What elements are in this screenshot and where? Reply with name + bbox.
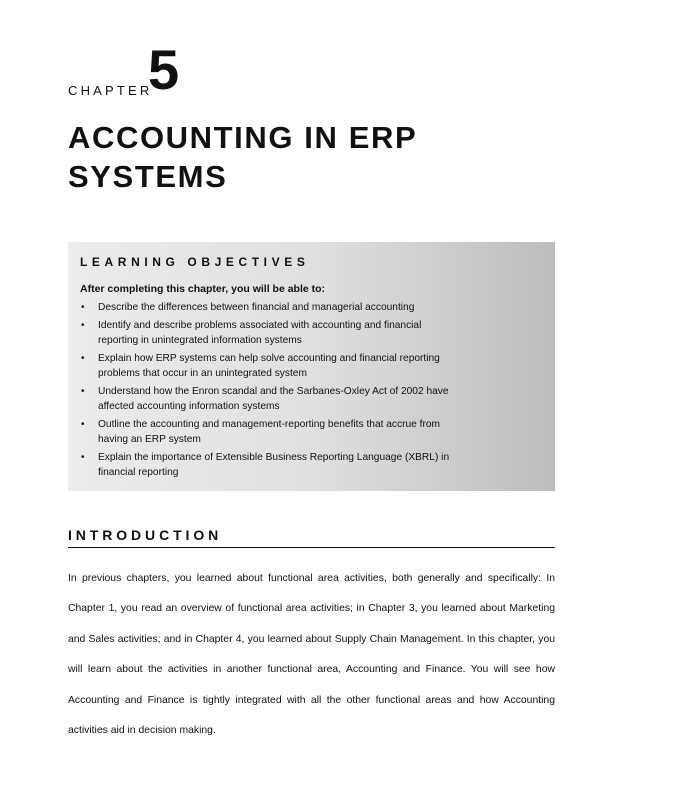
objective-text: Explain the importance of Extensible Business Reporting Language (XBRL) in financial reporting [98,451,450,478]
bullet-icon: • [81,385,85,397]
chapter-title-line-1: ACCOUNTING IN ERP [68,120,418,155]
learning-objectives-heading: LEARNING OBJECTIVES [80,255,310,269]
objective-text: Explain how ERP systems can help solve accounting and financial reporting problems that occur in an unintegrated system [98,352,440,379]
bullet-icon: • [81,302,85,313]
bullet-icon: • [81,451,85,463]
chapter-heading [68,38,368,104]
chapter-title-line-2: SYSTEMS [68,159,228,194]
objective-item [80,300,458,316]
learning-objectives-intro: After completing this chapter, you will be able to: [80,283,326,295]
objective-text: Understand how the Enron scandal and the Sarbanes-Oxley Act of 2002 have affected accounting information systems [98,385,449,412]
introduction-paragraph: In previous chapters, you learned about functional area activities, both generally and specifically: In Chapter 1, you read an overview of functional area activities; in Chapter 3, you learned about Marketing and Sales activities; and in Chapter 4, you learned about Supply Chain Management. In this chapter, you will learn about the activities in another functional area, Accounting and Finance. You will see how Accounting and Finance is tightly integrated with all the other functional areas and how Accounting activities aid in decision making. [68,573,555,737]
learning-objectives-box [68,242,555,491]
bullet-icon: • [81,418,85,430]
objective-text: Describe the differences between financial and managerial accounting [98,302,415,313]
objective-item [80,450,458,481]
bullet-icon: • [81,319,85,331]
chapter-label: CHAPTER [68,83,153,98]
objective-item [80,417,458,448]
objective-text: Outline the accounting and management-reporting benefits that accrue from having an ERP system [98,418,441,445]
objective-text: Identify and describe problems associated with accounting and financial reporting in unintegrated information systems [98,319,422,346]
bullet-icon: • [81,352,85,364]
objective-item [80,384,458,415]
chapter-number: 5 [148,38,180,101]
objective-item [80,318,458,349]
learning-objectives-list [80,300,543,481]
chapter-title [68,118,568,196]
objective-item [80,351,458,382]
introduction-heading: INTRODUCTION [68,527,555,548]
